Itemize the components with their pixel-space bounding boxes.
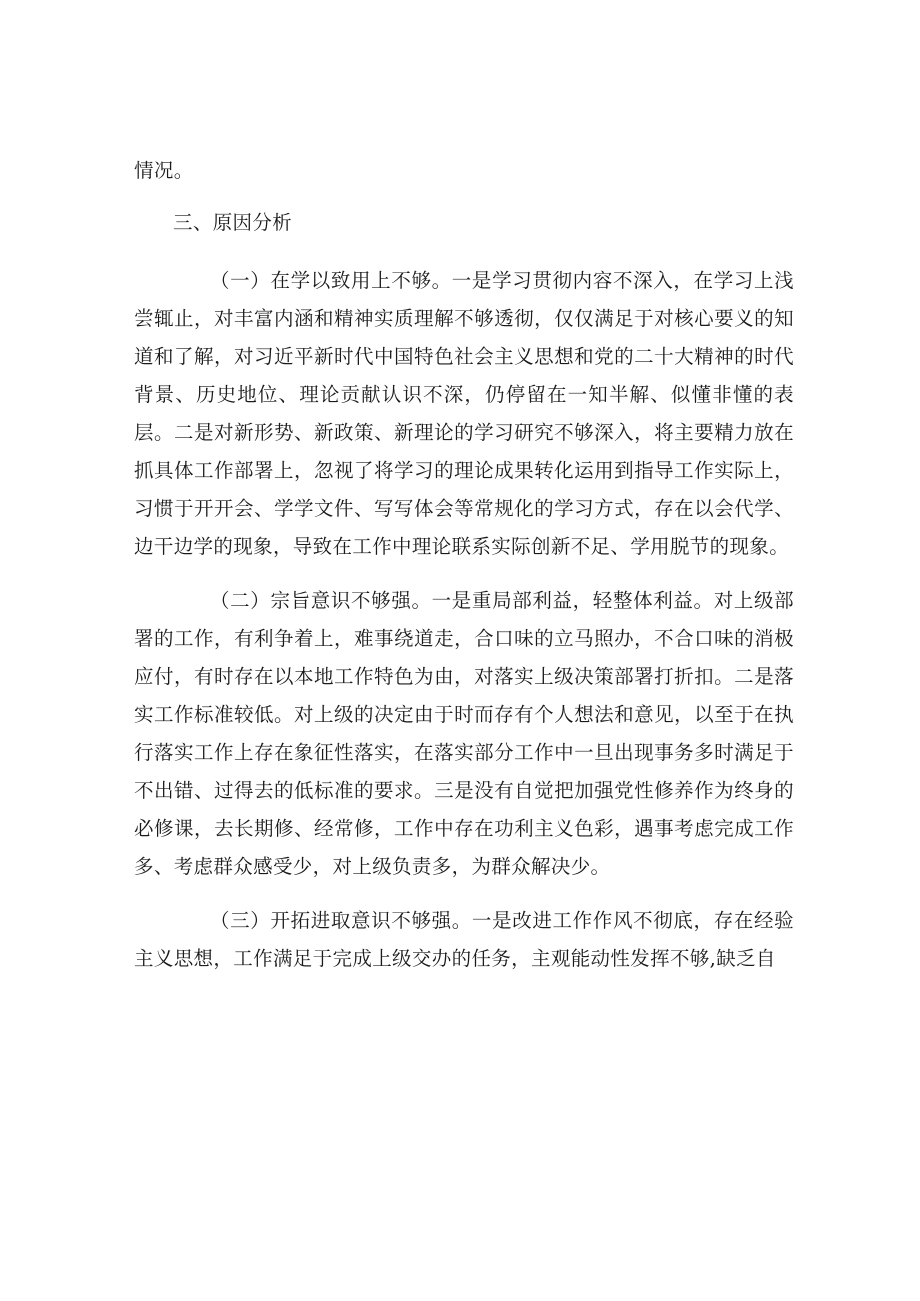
paragraph-2-label: （二）宗旨意识不够强。 xyxy=(210,589,432,612)
section-heading: 三、原因分析 xyxy=(173,211,293,234)
paragraph-1-label: （一）在学以致用上不够。 xyxy=(210,269,452,292)
paragraph-2 xyxy=(134,582,794,886)
paragraph-1 xyxy=(134,262,794,566)
paragraph-3-text: 一是改进工作作风不彻底，存在经验主义思想，工作满足于完成上级交办的任务，主观能动性发挥不够,缺乏自 xyxy=(134,909,794,970)
paragraph-3 xyxy=(134,902,794,978)
paragraph-2-text: 一是重局部利益，轻整体利益。对上级部署的工作，有利争着上，难事绕道走，合口味的立马照办，不合口味的消极应付，有时存在以本地工作特色为由，对落实上级决策部署打折扣。二是落实工作标准较低。对上级的决定由于时而存有个人想法和意见，以至于在执行落实工作上存在象征性落实，在落实部分工作中一旦出现事务多时满足于不出错、过得去的低标准的要求。三是没有自觉把加强党性修养作为终身的必修课，去长期修、经常修，工作中存在功利主义色彩，遇事考虑完成工作多、考虑群众感受少，对上级负责多，为群众解决少。 xyxy=(134,589,794,878)
document-body xyxy=(134,152,794,978)
paragraph-3-label: （三）开拓进取意识不够强。 xyxy=(210,909,472,932)
continuation-text: 情况。 xyxy=(134,159,194,182)
paragraph-1-text: 一是学习贯彻内容不深入，在学习上浅尝辄止，对丰富内涵和精神实质理解不够透彻，仅仅满足于对核心要义的知道和了解，对习近平新时代中国特色社会主义思想和党的二十大精神的时代背景、历史地位、理论贡献认识不深，仍停留在一知半解、似懂非懂的表层。二是对新形势、新政策、新理论的学习研究不够深入，将主要精力放在抓具体工作部署上，忽视了将学习的理论成果转化运用到指导工作实际上，习惯于开开会、学学文件、写写体会等常规化的学习方式，存在以会代学、边干边学的现象，导致在工作中理论联系实际创新不足、学用脱节的现象。 xyxy=(134,269,794,558)
